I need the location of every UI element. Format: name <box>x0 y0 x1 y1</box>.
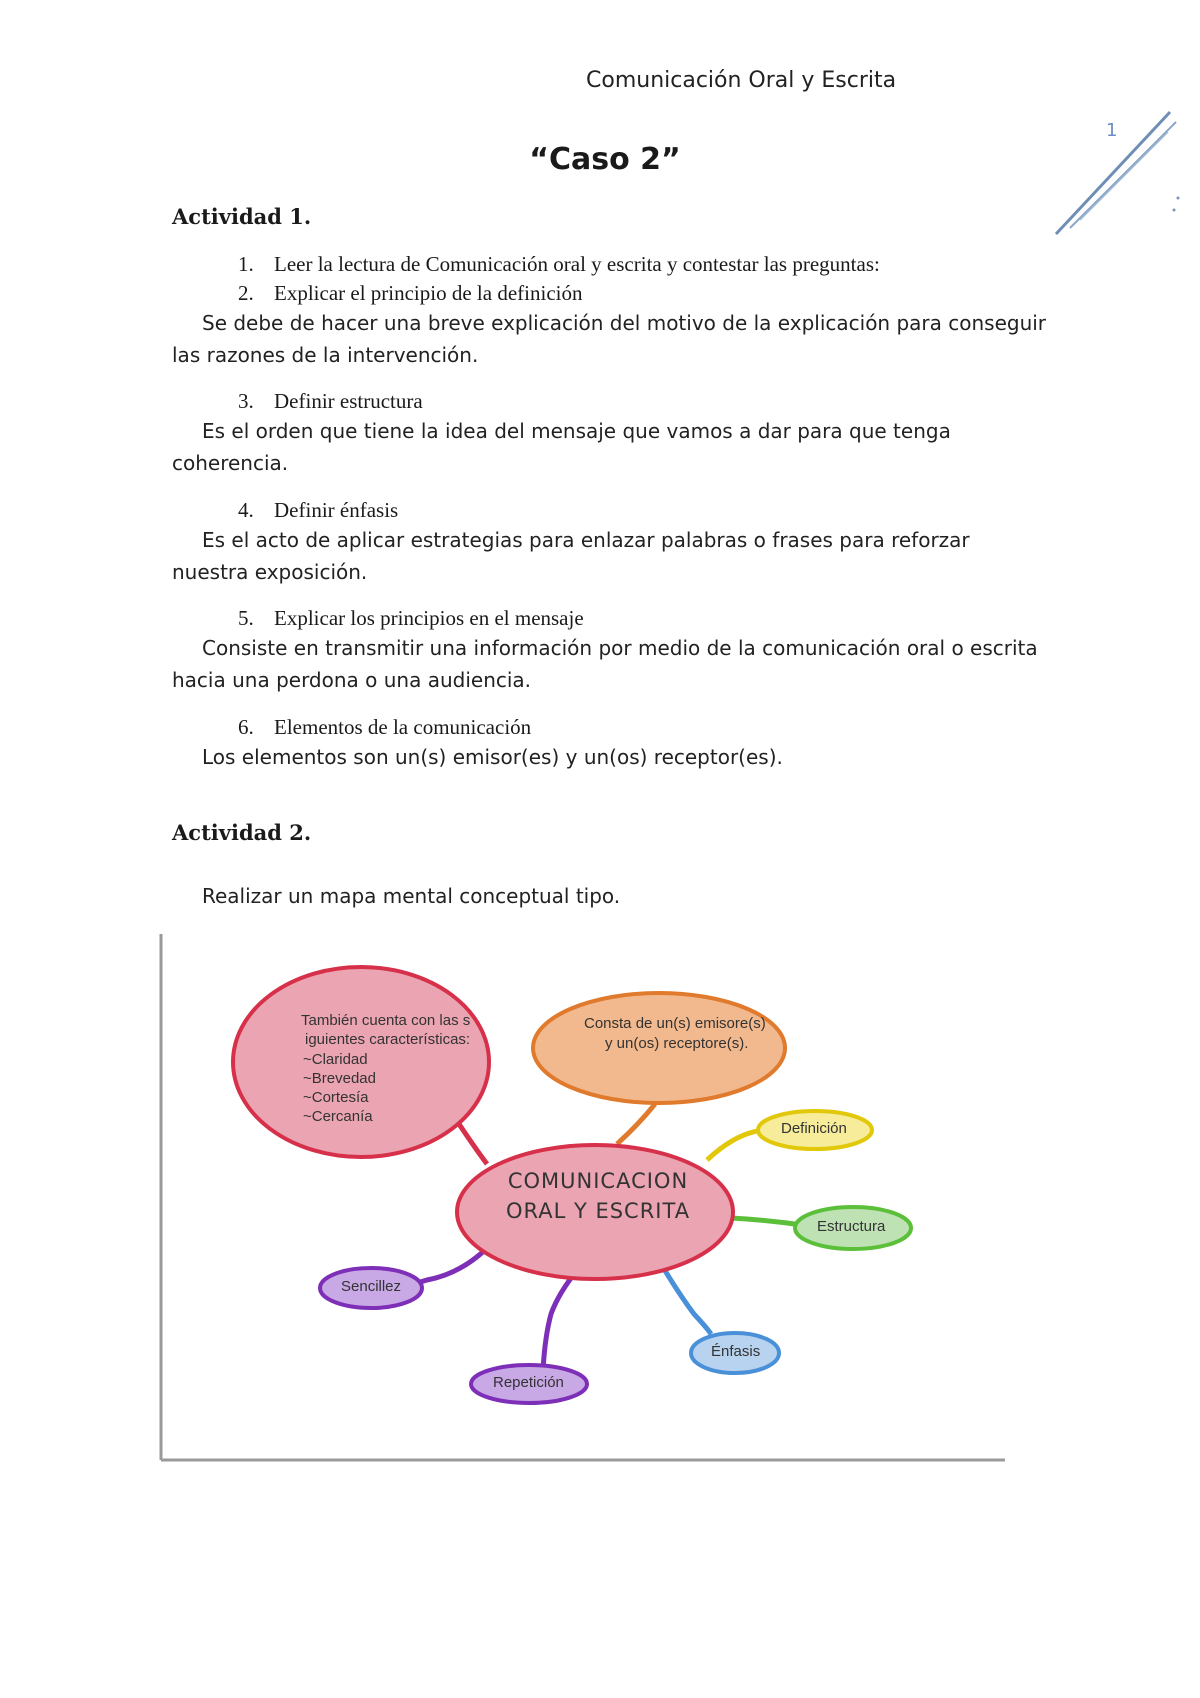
connector-enfasis <box>661 1264 711 1334</box>
features-title-line-2: iguientes características: <box>305 1031 471 1048</box>
heading-actividad-1: Actividad 1. <box>172 204 312 229</box>
features-title-line-1: También cuenta con las s <box>301 1012 471 1029</box>
question-number: 6. <box>238 715 254 739</box>
question-text: Definir énfasis <box>274 498 399 522</box>
estructura-label: Estructura <box>817 1218 886 1235</box>
connector-repeticion <box>543 1268 579 1370</box>
sencillez-label: Sencillez <box>341 1278 402 1295</box>
question-text: Definir estructura <box>274 389 423 413</box>
question-number: 5. <box>238 606 254 630</box>
question-text: Leer la lectura de Comunicación oral y escrita y contestar las preguntas: <box>274 252 880 276</box>
question-3 <box>238 389 423 414</box>
center-label: COMUNICACION ORAL Y ESCRITA <box>505 1169 691 1223</box>
running-header: Comunicación Oral y Escrita <box>586 68 897 93</box>
question-6 <box>238 715 531 740</box>
features-list: ~Claridad ~Brevedad ~Cortesía ~Cercanía <box>303 1051 376 1125</box>
connector-elements <box>617 1104 655 1144</box>
document-title: “Caso 2” <box>529 142 681 177</box>
corner-decoration <box>1040 108 1180 248</box>
question-4 <box>238 498 398 523</box>
question-number: 1. <box>238 252 254 276</box>
enfasis-label: Énfasis <box>711 1343 761 1360</box>
page-number: 1 <box>1106 120 1118 141</box>
elements-line-2: y un(os) receptore(s). <box>605 1035 749 1052</box>
question-1 <box>238 252 880 277</box>
instruction-text: Realizar un mapa mental conceptual tipo. <box>202 884 621 908</box>
repeticion-label: Repetición <box>493 1374 564 1391</box>
question-text: Explicar los principios en el mensaje <box>274 606 584 630</box>
mindmap-figure <box>159 934 1009 1468</box>
heading-actividad-2: Actividad 2. <box>172 820 312 845</box>
question-2 <box>238 281 582 306</box>
question-number: 3. <box>238 389 254 413</box>
answer-4: Es el acto de aplicar estrategias para enlazar palabras o frases para reforzar nuestra exposición. <box>172 528 970 584</box>
question-5 <box>238 606 584 631</box>
question-text: Elementos de la comunicación <box>274 715 532 739</box>
answer-3: Es el orden que tiene la idea del mensaje que vamos a dar para que tenga coherencia. <box>172 419 951 475</box>
connector-features <box>459 1124 487 1164</box>
question-number: 2. <box>238 281 254 305</box>
answer-6: Los elementos son un(s) emisor(es) y un(os) receptor(es). <box>202 745 783 769</box>
definicion-label: Definición <box>781 1120 847 1137</box>
question-text: Explicar el principio de la definición <box>274 281 583 305</box>
elements-line-1: Consta de un(s) emisore(s) <box>584 1015 766 1032</box>
answer-2: Se debe de hacer una breve explicación del motivo de la explicación para conseguir las razones de la intervención. <box>172 311 1047 367</box>
question-number: 4. <box>238 498 254 522</box>
answer-5: Consiste en transmitir una información por medio de la comunicación oral o escrita hacia una perdona o una audiencia. <box>172 636 1038 692</box>
